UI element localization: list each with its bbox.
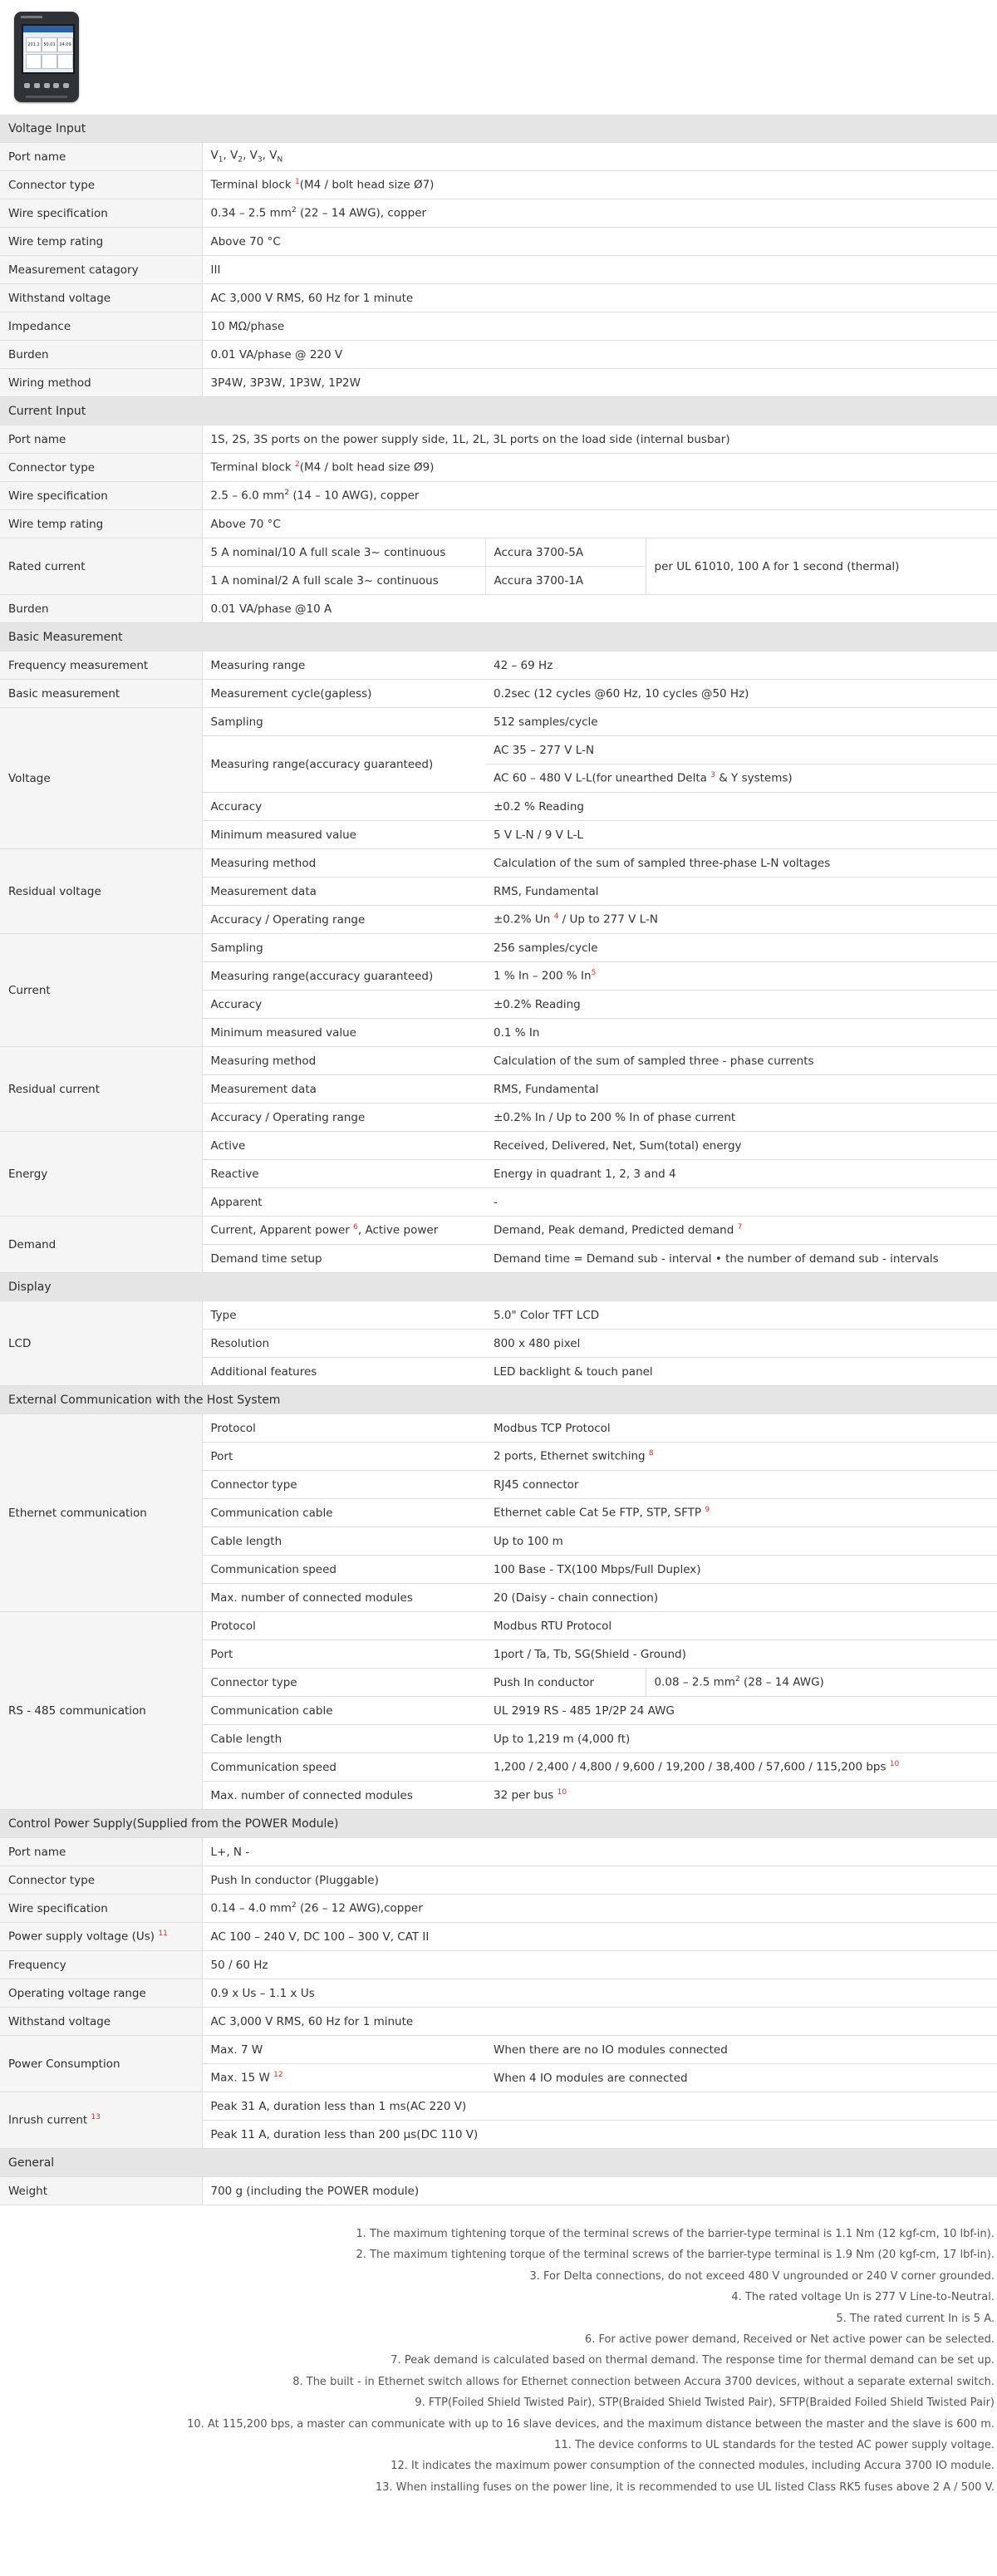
row-label: Voltage — [0, 708, 202, 849]
row-value: AC 35 – 277 V L-N — [485, 736, 997, 764]
section-current-input — [0, 397, 997, 425]
section-title: Display — [0, 1273, 997, 1301]
spec-row — [0, 425, 997, 454]
row-value: UL 2919 RS - 485 1P/2P 24 AWG — [485, 1697, 997, 1725]
spec-table — [0, 115, 997, 2205]
row-value: ±0.2% In / Up to 200 % In of phase current — [485, 1104, 997, 1132]
row-sublabel: Resolution — [202, 1330, 485, 1358]
row-label: Wire temp rating — [0, 510, 202, 538]
spec-row — [0, 1951, 997, 1979]
row-label: RS - 485 communication — [0, 1612, 202, 1810]
row-value: per UL 61010, 100 A for 1 second (thermal) — [646, 538, 997, 595]
row-value: ±0.2% Un $^4$ / Up to 277 V L-N — [485, 906, 997, 934]
spec-row — [0, 1895, 997, 1923]
row-value: 1 % In – 200 % In$^5$ — [485, 962, 997, 991]
section-title: Basic Measurement — [0, 623, 997, 651]
spec-row — [0, 849, 997, 878]
spec-row — [0, 199, 997, 228]
spec-row — [0, 1132, 997, 1160]
row-value: AC 3,000 V RMS, 60 Hz for 1 minute — [202, 284, 997, 312]
row-label: Inrush current $^{13}$ — [0, 2092, 202, 2149]
row-value: 3P4W, 3P3W, 1P3W, 1P2W — [202, 369, 997, 397]
row-sublabel: Additional features — [202, 1358, 485, 1386]
row-value: 10 MΩ/phase — [202, 312, 997, 341]
row-value: Max. 15 W $^{12}$ — [202, 2064, 485, 2092]
spec-row — [0, 538, 997, 567]
row-sublabel: Protocol — [202, 1414, 485, 1443]
footnotes — [0, 2205, 997, 2498]
row-sublabel: Measuring method — [202, 1047, 485, 1075]
row-value: 0.01 VA/phase @ 220 V — [202, 341, 997, 369]
row-label: Measurement catagory — [0, 256, 202, 284]
spec-row — [0, 2008, 997, 2036]
row-value: ±0.2 % Reading — [485, 793, 997, 821]
row-sublabel: Sampling — [202, 708, 485, 736]
row-value: 5 A nominal/10 A full scale 3~ continuous — [202, 538, 485, 567]
row-sublabel: Minimum measured value — [202, 1019, 485, 1047]
row-label: Power Consumption — [0, 2036, 202, 2092]
row-sublabel: Communication speed — [202, 1753, 485, 1782]
spec-row — [0, 1979, 997, 2008]
row-value: 32 per bus $^{10}$ — [485, 1782, 997, 1810]
spec-row — [0, 595, 997, 623]
section-voltage-input — [0, 115, 997, 143]
footnote: 6. For active power demand, Received or Net active power can be selected. — [584, 2333, 995, 2347]
footnote: 1. The maximum tightening torque of the terminal screws of the barrier-type terminal is 1.1 Nm (12 kgf-cm, 10 lbf-in). — [356, 2228, 995, 2240]
row-value: Energy in quadrant 1, 2, 3 and 4 — [485, 1160, 997, 1188]
row-value: Peak 31 A, duration less than 1 ms(AC 220 V) — [202, 2092, 997, 2121]
row-value: 2.5 – 6.0 $mm^2$ (14 – 10 AWG), copper — [202, 482, 997, 510]
row-value: RMS, Fundamental — [485, 878, 997, 906]
row-value: When 4 IO modules are connected — [485, 2064, 997, 2092]
row-sublabel: Port — [202, 1443, 485, 1471]
footnote-ref: 11 — [158, 1930, 168, 1939]
row-sublabel: Accuracy — [202, 991, 485, 1019]
spec-row — [0, 482, 997, 510]
spec-row — [0, 171, 997, 199]
row-value: 20 (Daisy - chain connection) — [485, 1584, 997, 1612]
section-title: Voltage Input — [0, 115, 997, 143]
row-sublabel: Cable length — [202, 1725, 485, 1753]
row-label: Impedance — [0, 312, 202, 341]
row-value: When there are no IO modules connected — [485, 2036, 997, 2064]
row-label: Frequency — [0, 1951, 202, 1979]
section-basic-measurement — [0, 623, 997, 651]
row-value: 1,200 / 2,400 / 4,800 / 9,600 / 19,200 / 38,400 / 57,600 / 115,200 bps $^{10}$ — [485, 1753, 997, 1782]
footnote: 9. FTP(Foiled Shield Twisted Pair), STP(Braided Shield Twisted Pair), SFTP(Braided Foiled Shield Twisted Pair) — [415, 2397, 995, 2410]
row-label: Withstand voltage — [0, 2008, 202, 2036]
row-label: Burden — [0, 595, 202, 623]
section-control-power-supply — [0, 1810, 997, 1838]
row-value: ±0.2% Reading — [485, 991, 997, 1019]
row-label: Connector type — [0, 171, 202, 199]
row-value: Terminal block $^2$(M4 / bolt head size Ø9) — [202, 454, 997, 482]
row-sublabel: Measurement data — [202, 1075, 485, 1104]
row-value: Accura 3700-1A — [485, 567, 646, 595]
section-title: Current Input — [0, 397, 997, 425]
row-value: Peak 11 A, duration less than 200 μs(DC 110 V) — [202, 2121, 997, 2149]
row-sublabel: Apparent — [202, 1188, 485, 1217]
row-value: Push In conductor (Pluggable) — [202, 1866, 997, 1895]
section-display — [0, 1273, 997, 1301]
row-sublabel: Connector type — [202, 1471, 485, 1499]
row-value: Up to 100 m — [485, 1527, 997, 1556]
row-sublabel: Communication speed — [202, 1556, 485, 1584]
row-value: 0.08 – 2.5 $mm^2$ (28 – 14 AWG) — [646, 1669, 997, 1697]
row-label: Residual current — [0, 1047, 202, 1132]
row-value: 50 / 60 Hz — [202, 1951, 997, 1979]
row-value: Modbus RTU Protocol — [485, 1612, 997, 1640]
row-label: Weight — [0, 2177, 202, 2205]
row-label: Port name — [0, 1838, 202, 1866]
footnote: 10. At 115,200 bps, a master can communicate with up to 16 slave devices, and the maximum distance between the master and the slave is 600 m. — [187, 2417, 995, 2431]
row-sublabel: Measuring range(accuracy guaranteed) — [202, 962, 485, 991]
row-value: Up to 1,219 m (4,000 ft) — [485, 1725, 997, 1753]
row-label: Basic measurement — [0, 680, 202, 708]
row-sublabel: Communication cable — [202, 1697, 485, 1725]
spec-row — [0, 284, 997, 312]
row-label: Power supply voltage (Us) $^{11}$ — [0, 1923, 202, 1951]
row-value: Above 70 °C — [202, 228, 997, 256]
row-value: 2 ports, Ethernet switching $^8$ — [485, 1443, 997, 1471]
spec-row — [0, 1301, 997, 1330]
footnote-ref: 8 — [648, 1449, 654, 1458]
footnote: 3. For Delta connections, do not exceed 480 V ungrounded or 240 V corner grounded. — [529, 2269, 995, 2283]
footnote-ref: 2 — [294, 460, 300, 469]
footnote-ref: 4 — [553, 912, 559, 922]
row-value: 800 x 480 pixel — [485, 1330, 997, 1358]
section-title: General — [0, 2149, 997, 2177]
spec-row — [0, 1866, 997, 1895]
spec-row — [0, 1217, 997, 1245]
footnote-ref: 6 — [353, 1223, 358, 1232]
spec-row — [0, 1923, 997, 1951]
row-sublabel: Sampling — [202, 934, 485, 962]
row-sublabel: Active — [202, 1132, 485, 1160]
row-label: Connector type — [0, 1866, 202, 1895]
spec-row — [0, 680, 997, 708]
row-label: Wire specification — [0, 482, 202, 510]
row-value: LED backlight & touch panel — [485, 1358, 997, 1386]
footnote: 11. The device conforms to UL standards for the tested AC power supply voltage. — [554, 2439, 995, 2452]
row-value: Demand time = Demand sub - interval • the number of demand sub - intervals — [485, 1245, 997, 1273]
row-value: 1port / Ta, Tb, SG(Shield - Ground) — [485, 1640, 997, 1669]
footnote-ref: 5 — [591, 969, 597, 978]
section-external-communication — [0, 1386, 997, 1414]
row-label: Withstand voltage — [0, 284, 202, 312]
row-value: Accura 3700-5A — [485, 538, 646, 567]
spec-row — [0, 228, 997, 256]
row-sublabel: Max. number of connected modules — [202, 1584, 485, 1612]
row-value: 0.01 VA/phase @10 A — [202, 595, 997, 623]
footnote-ref: 1 — [294, 178, 300, 187]
spec-row — [0, 2036, 997, 2064]
row-sublabel: Protocol — [202, 1612, 485, 1640]
spec-row — [0, 1838, 997, 1866]
row-label: Wire specification — [0, 1895, 202, 1923]
footnote-ref: 10 — [889, 1760, 900, 1769]
row-value: 5.0" Color TFT LCD — [485, 1301, 997, 1330]
footnote-ref: 12 — [273, 2071, 283, 2080]
row-label: Energy — [0, 1132, 202, 1217]
row-value: $V_1$, $V_2$, $V_3$, $V_N$ — [202, 143, 997, 171]
row-value: Max. 7 W — [202, 2036, 485, 2064]
row-value: RJ45 connector — [485, 1471, 997, 1499]
row-label: Wiring method — [0, 369, 202, 397]
row-value: 700 g (including the POWER module) — [202, 2177, 997, 2205]
row-label: Rated current — [0, 538, 202, 595]
row-value: Received, Delivered, Net, Sum(total) energy — [485, 1132, 997, 1160]
row-value: 0.9 x Us – 1.1 x Us — [202, 1979, 997, 2008]
row-value: III — [202, 256, 997, 284]
footnote: 2. The maximum tightening torque of the terminal screws of the barrier-type terminal is 1.9 Nm (20 kgf-cm, 17 lbf-in). — [356, 2249, 995, 2262]
section-title: External Communication with the Host System — [0, 1386, 997, 1414]
row-value: L+, N - — [202, 1838, 997, 1866]
spec-row — [0, 934, 997, 962]
row-value: Modbus TCP Protocol — [485, 1414, 997, 1443]
row-value: - — [485, 1188, 997, 1217]
row-value: Ethernet cable Cat 5e FTP, STP, SFTP $^9$ — [485, 1499, 997, 1527]
row-sublabel: Accuracy / Operating range — [202, 906, 485, 934]
row-value: 5 V L-N / 9 V L-L — [485, 821, 997, 849]
row-label: Wire specification — [0, 199, 202, 228]
footnote-ref: 10 — [557, 1788, 567, 1797]
section-title: Control Power Supply(Supplied from the POWER Module) — [0, 1810, 997, 1838]
row-value: 0.2sec (12 cycles @60 Hz, 10 cycles @50 Hz) — [485, 680, 997, 708]
spec-row — [0, 510, 997, 538]
row-sublabel: Measuring range(accuracy guaranteed) — [202, 736, 485, 793]
footnote: 7. Peak demand is calculated based on thermal demand. The response time for thermal demand can be set up. — [390, 2354, 995, 2367]
spec-row — [0, 312, 997, 341]
row-sublabel: Measurement data — [202, 878, 485, 906]
row-sublabel: Measuring range — [202, 651, 485, 680]
row-sublabel: Measuring method — [202, 849, 485, 878]
row-value: AC 3,000 V RMS, 60 Hz for 1 minute — [202, 2008, 997, 2036]
row-value: 256 samples/cycle — [485, 934, 997, 962]
spec-row — [0, 369, 997, 397]
row-value: 512 samples/cycle — [485, 708, 997, 736]
row-label: Port name — [0, 143, 202, 171]
row-label: Frequency measurement — [0, 651, 202, 680]
spec-row — [0, 708, 997, 736]
row-value: RMS, Fundamental — [485, 1075, 997, 1104]
row-sublabel: Type — [202, 1301, 485, 1330]
footnote: 8. The built - in Ethernet switch allows for Ethernet connection between Accura 3700 devices, without a separate external switch. — [292, 2375, 995, 2388]
spec-row — [0, 341, 997, 369]
spec-row — [0, 143, 997, 171]
row-sublabel: Max. number of connected modules — [202, 1782, 485, 1810]
row-sublabel: Measurement cycle(gapless) — [202, 680, 485, 708]
spec-row — [0, 454, 997, 482]
spec-row — [0, 1612, 997, 1640]
row-sublabel: Accuracy — [202, 793, 485, 821]
spec-row — [0, 256, 997, 284]
product-image-area — [0, 0, 997, 115]
row-label: Operating voltage range — [0, 1979, 202, 2008]
spec-row — [0, 2177, 997, 2205]
section-general — [0, 2149, 997, 2177]
row-label: Port name — [0, 425, 202, 454]
row-label: Residual voltage — [0, 849, 202, 934]
row-value: 0.1 % In — [485, 1019, 997, 1047]
row-sublabel: Port — [202, 1640, 485, 1669]
row-sublabel: Minimum measured value — [202, 821, 485, 849]
row-label: Current — [0, 934, 202, 1047]
row-value: 0.34 – 2.5 $mm^2$ (22 – 14 AWG), copper — [202, 199, 997, 228]
row-sublabel: Accuracy / Operating range — [202, 1104, 485, 1132]
row-label: Connector type — [0, 454, 202, 482]
footnote: 12. It indicates the maximum power consumption of the connected modules, including Accura 3700 IO module. — [390, 2460, 995, 2473]
footnote-ref: 9 — [705, 1506, 710, 1515]
row-value: Calculation of the sum of sampled three-phase L-N voltages — [485, 849, 997, 878]
row-value: Calculation of the sum of sampled three - phase currents — [485, 1047, 997, 1075]
row-value: 42 – 69 Hz — [485, 651, 997, 680]
row-sublabel: Cable length — [202, 1527, 485, 1556]
row-sublabel: Reactive — [202, 1160, 485, 1188]
row-value: 0.14 – 4.0 $mm^2$ (26 – 12 AWG),copper — [202, 1895, 997, 1923]
row-sublabel: Current, Apparent power $^6$, Active power — [202, 1217, 485, 1245]
power-meter-product-image: 201.2 50.01 24.09 — [14, 12, 79, 102]
row-value: Terminal block $^1$(M4 / bolt head size Ø7) — [202, 171, 997, 199]
row-label: Burden — [0, 341, 202, 369]
row-value: Push In conductor — [485, 1669, 646, 1697]
row-sublabel: Communication cable — [202, 1499, 485, 1527]
row-sublabel: Connector type — [202, 1669, 485, 1697]
footnote: 4. The rated voltage Un is 277 V Line-to-Neutral. — [731, 2291, 995, 2304]
row-value: 100 Base - TX(100 Mbps/Full Duplex) — [485, 1556, 997, 1584]
row-value: Above 70 °C — [202, 510, 997, 538]
row-value: Demand, Peak demand, Predicted demand $^7$ — [485, 1217, 997, 1245]
footnote-ref: 7 — [737, 1223, 743, 1232]
footnote-ref: 3 — [710, 771, 715, 780]
row-label: Demand — [0, 1217, 202, 1273]
spec-row — [0, 651, 997, 680]
row-label: LCD — [0, 1301, 202, 1386]
spec-row — [0, 1047, 997, 1075]
row-value: 1S, 2S, 3S ports on the power supply side, 1L, 2L, 3L ports on the load side (internal busbar) — [202, 425, 997, 454]
row-label: Ethernet communication — [0, 1414, 202, 1612]
row-label: Wire temp rating — [0, 228, 202, 256]
footnote: 5. The rated current In is 5 A. — [836, 2312, 995, 2325]
spec-row — [0, 1414, 997, 1443]
footnote-ref: 13 — [91, 2113, 101, 2122]
row-sublabel: Demand time setup — [202, 1245, 485, 1273]
row-value: AC 60 – 480 V L-L(for unearthed Delta $^3$ & Y systems) — [485, 764, 997, 793]
row-value: 1 A nominal/2 A full scale 3~ continuous — [202, 567, 485, 595]
row-value: AC 100 – 240 V, DC 100 – 300 V, CAT II — [202, 1923, 997, 1951]
spec-row — [0, 2092, 997, 2121]
footnote: 13. When installing fuses on the power line, it is recommended to use UL listed Class RK5 fuses above 2 A / 500 V. — [375, 2480, 995, 2494]
